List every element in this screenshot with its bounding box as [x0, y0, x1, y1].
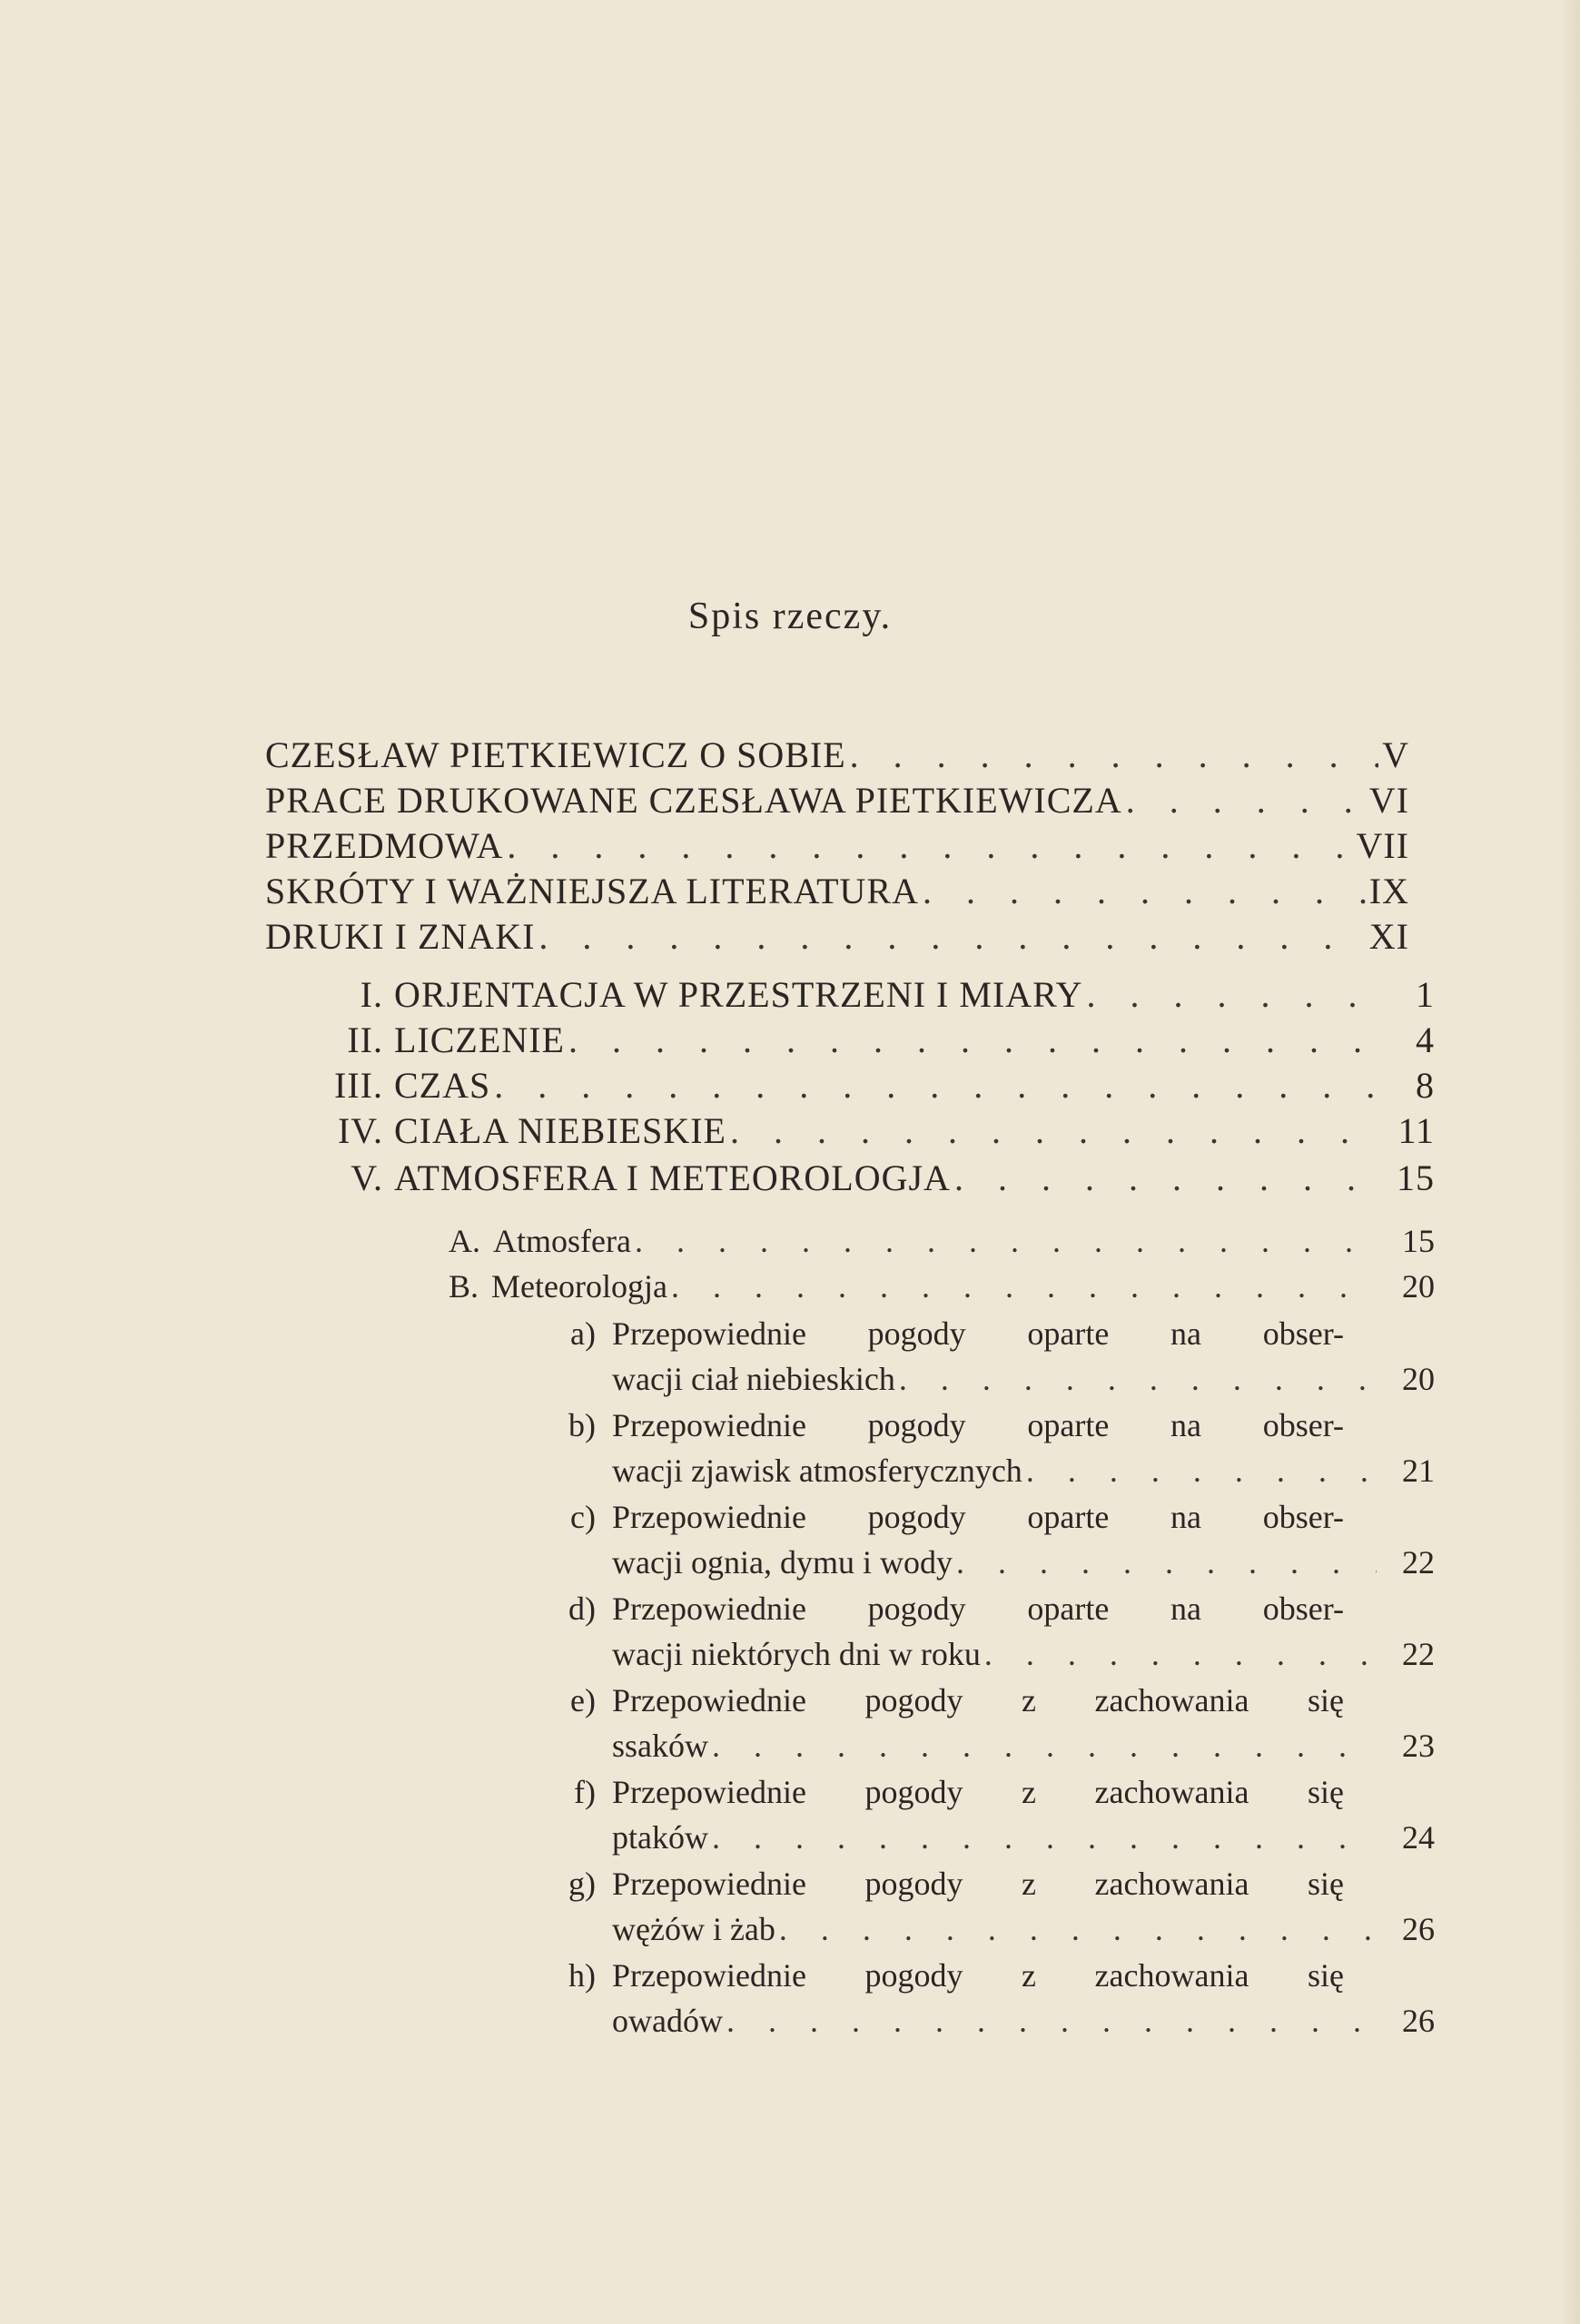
- entry-label: LICZENIE: [394, 1019, 565, 1060]
- entry-label-line2: wężów i żab: [612, 1911, 775, 1947]
- dot-leader: [726, 2002, 1377, 2040]
- page-number: XI: [1368, 916, 1409, 957]
- subsection-letter: d): [568, 1590, 596, 1627]
- entry-label: PRACE DRUKOWANE CZESŁAWA PIETKIEWICZA: [265, 780, 1122, 821]
- entry-label-line1: Przepowiednie pogody z zachowania się: [612, 1957, 1344, 1994]
- dot-leader: [507, 824, 1352, 866]
- toc-entry-front-matter: [265, 779, 1409, 821]
- section-letter: A.: [449, 1223, 480, 1259]
- entry-label-line1: Przepowiednie pogody z zachowania się: [612, 1682, 1344, 1718]
- entry-label: DRUKI I ZNAKI: [265, 916, 536, 957]
- toc-entry-subsection-continued: [612, 2002, 1435, 2043]
- entry-label: CIAŁA NIEBIESKIE: [394, 1110, 726, 1151]
- toc-entry-front-matter: [265, 870, 1409, 911]
- toc-entry-section: [449, 1267, 1435, 1309]
- entry-label-line2: wacji ognia, dymu i wody: [612, 1544, 953, 1581]
- toc-entry-subsection: [545, 1315, 1344, 1356]
- dot-leader: [730, 1109, 1377, 1151]
- toc-entry-subsection-continued: [612, 1818, 1435, 1860]
- dot-leader: [635, 1222, 1377, 1260]
- toc-entry-subsection-continued: [612, 1452, 1435, 1493]
- toc-entry-front-matter: [265, 734, 1409, 775]
- subsection-letter: c): [570, 1499, 596, 1535]
- toc-entry-section: [449, 1222, 1435, 1264]
- toc-entry-subsection-continued: [612, 1543, 1435, 1585]
- entry-label-line2: wacji niektórych dni w roku: [612, 1636, 981, 1672]
- dot-leader: [1126, 779, 1366, 821]
- page-number: 20: [1402, 1361, 1435, 1397]
- dot-leader: [494, 1064, 1377, 1106]
- entry-label-line2: ptaków: [612, 1819, 708, 1856]
- toc-entry-subsection: [545, 1498, 1344, 1540]
- toc-entry-subsection: [545, 1956, 1344, 1998]
- page-number: 26: [1402, 1911, 1435, 1947]
- page-number: 23: [1402, 1728, 1435, 1764]
- chapter-number: I.: [360, 974, 383, 1015]
- page-number: 1: [1416, 974, 1435, 1015]
- entry-label-line2: wacji ciał niebieskich: [612, 1361, 895, 1397]
- subsection-letter: h): [568, 1957, 596, 1994]
- page-number: IX: [1368, 871, 1409, 911]
- page-number: 22: [1402, 1636, 1435, 1672]
- page-number: 15: [1397, 1157, 1435, 1198]
- entry-label-line1: Przepowiednie pogody oparte na obser-: [612, 1590, 1344, 1627]
- entry-label-line1: Przepowiednie pogody oparte na obser-: [612, 1407, 1344, 1443]
- dot-leader: [954, 1157, 1377, 1198]
- dot-leader: [671, 1267, 1377, 1305]
- entry-label: Meteorologja: [491, 1268, 667, 1305]
- dot-leader: [1086, 973, 1377, 1015]
- subsection-letter: a): [570, 1315, 596, 1352]
- toc-entry-subsection: [545, 1406, 1344, 1448]
- dot-leader: [850, 734, 1378, 775]
- page-number: 21: [1402, 1452, 1435, 1489]
- dot-leader: [984, 1635, 1377, 1673]
- chapter-number: III.: [334, 1065, 383, 1106]
- page-number: V: [1382, 734, 1409, 775]
- entry-label: CZESŁAW PIETKIEWICZ O SOBIE: [265, 734, 846, 775]
- entry-label-line2: owadów: [612, 2003, 723, 2039]
- page-number: 11: [1397, 1110, 1435, 1151]
- page-number: 20: [1402, 1268, 1435, 1305]
- entry-label-line1: Przepowiednie pogody z zachowania się: [612, 1866, 1344, 1902]
- page-number: 24: [1402, 1819, 1435, 1856]
- page-number: 8: [1416, 1065, 1435, 1106]
- toc-entry-chapter: [300, 1019, 1435, 1060]
- entry-label-line2: wacji zjawisk atmosferycznych: [612, 1452, 1022, 1489]
- toc-entry-subsection: [545, 1773, 1344, 1815]
- subsection-letter: g): [568, 1866, 596, 1902]
- entry-label-line1: Przepowiednie pogody z zachowania się: [612, 1774, 1344, 1810]
- dot-leader: [712, 1727, 1377, 1765]
- toc-entry-subsection: [545, 1590, 1344, 1631]
- subsection-letter: b): [568, 1407, 596, 1443]
- dot-leader: [956, 1543, 1377, 1581]
- toc-entry-chapter: [300, 1064, 1435, 1106]
- entry-label-line1: Przepowiednie pogody oparte na obser-: [612, 1499, 1344, 1535]
- entry-label: Atmosfera: [493, 1223, 631, 1259]
- toc-entry-subsection: [545, 1681, 1344, 1723]
- entry-label: SKRÓTY I WAŻNIEJSZA LITERATURA: [265, 871, 919, 911]
- chapter-number: IV.: [337, 1110, 383, 1151]
- page-number: 22: [1402, 1544, 1435, 1581]
- page-number: 15: [1402, 1223, 1435, 1259]
- dot-leader: [568, 1019, 1377, 1060]
- entry-label-line1: Przepowiednie pogody oparte na obser-: [612, 1315, 1344, 1352]
- toc-entry-subsection-continued: [612, 1635, 1435, 1677]
- toc-entry-front-matter: [265, 824, 1409, 866]
- dot-leader: [779, 1910, 1377, 1948]
- dot-leader: [899, 1360, 1377, 1398]
- toc-entry-chapter: [300, 973, 1435, 1015]
- entry-label: ORJENTACJA W PRZESTRZENI I MIARY: [394, 974, 1083, 1015]
- subsection-letter: e): [570, 1682, 596, 1718]
- toc-entry-subsection-continued: [612, 1910, 1435, 1952]
- toc-entry-front-matter: [265, 915, 1409, 957]
- toc-entry-subsection: [545, 1865, 1344, 1906]
- entry-label: ATMOSFERA I METEOROLOGJA: [394, 1157, 951, 1198]
- dot-leader: [538, 915, 1365, 957]
- page-title: Spis rzeczy.: [687, 596, 893, 637]
- page-number: 26: [1402, 2003, 1435, 2039]
- toc-entry-chapter: [300, 1157, 1435, 1198]
- subsection-letter: f): [574, 1774, 596, 1810]
- toc-entry-chapter: [300, 1109, 1435, 1151]
- toc-entry-subsection-continued: [612, 1727, 1435, 1768]
- entry-label: PRZEDMOWA: [265, 825, 504, 866]
- page-number: VI: [1368, 780, 1409, 821]
- chapter-number: II.: [347, 1019, 383, 1060]
- page-number: VII: [1356, 825, 1409, 866]
- entry-label: CZAS: [394, 1065, 491, 1106]
- entry-label-line2: ssaków: [612, 1728, 708, 1764]
- section-letter: B.: [449, 1268, 479, 1305]
- toc-entry-subsection-continued: [612, 1360, 1435, 1402]
- dot-leader: [923, 870, 1366, 911]
- dot-leader: [712, 1818, 1377, 1856]
- dot-leader: [1026, 1452, 1377, 1490]
- page-number: 4: [1416, 1019, 1435, 1060]
- chapter-number: V.: [351, 1157, 383, 1198]
